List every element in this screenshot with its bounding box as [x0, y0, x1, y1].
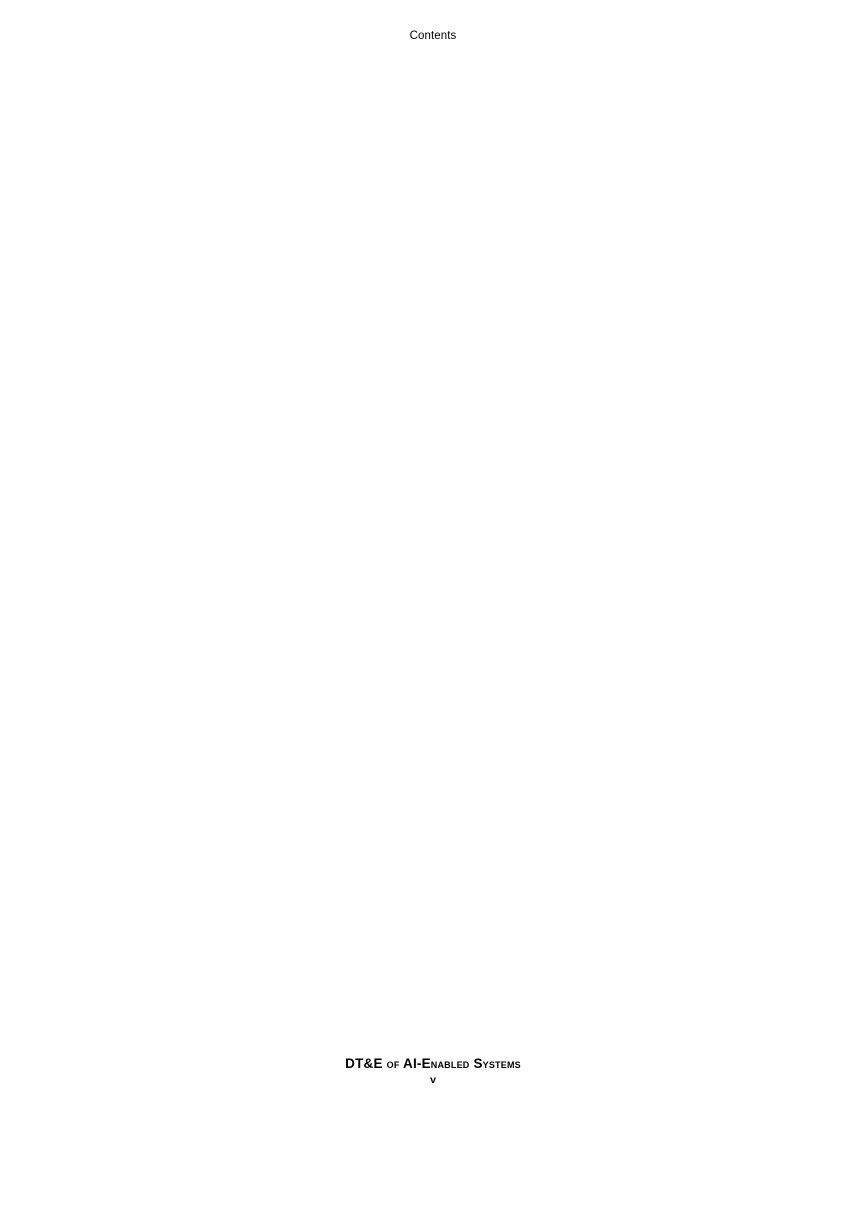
toc-entry-page-number [100, 100, 866, 1222]
table-of-contents [100, 100, 766, 1040]
footer-page-number: v [430, 1074, 436, 1086]
running-header: Contents [409, 30, 457, 42]
toc-entry[interactable] [100, 1021, 766, 1039]
footer-document-title: DT&E of AI-Enabled Systems [345, 1056, 521, 1071]
toc-entry-list [100, 145, 766, 1040]
page-footer [0, 1056, 866, 1086]
